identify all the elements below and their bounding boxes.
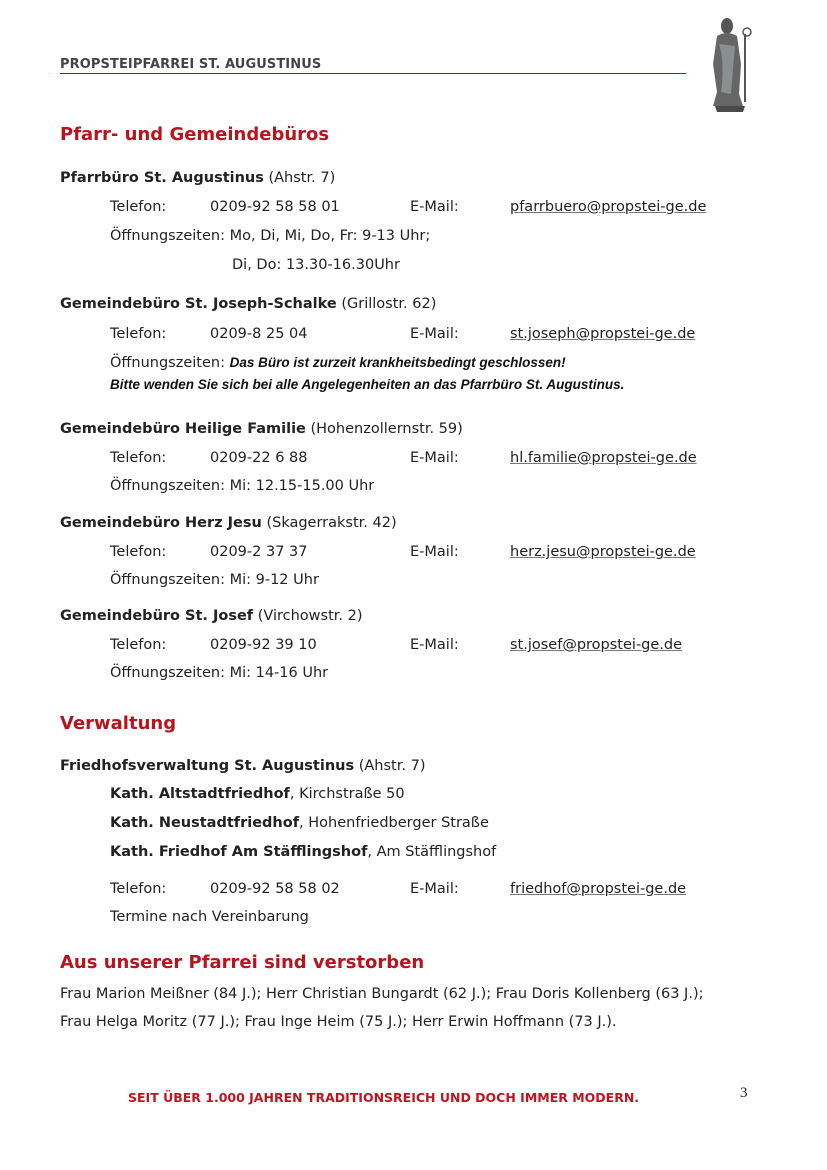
cemetery-item (110, 815, 489, 831)
email-link[interactable]: pfarrbuero@propstei-ge.de (510, 199, 707, 215)
email-link[interactable]: herz.jesu@propstei-ge.de (510, 544, 696, 560)
phone-number: 0209-8 25 04 (210, 326, 308, 342)
cemetery-location: , Kirchstraße 50 (289, 786, 405, 802)
office-name: Gemeindebüro St. Josef (60, 608, 254, 624)
office-title (60, 515, 397, 531)
deceased-list-line: Frau Helga Moritz (77 J.); Frau Inge Heim (75 J.); Herr Erwin Hoffmann (73 J.). (60, 1014, 617, 1030)
office-address: (Ahstr. 7) (268, 170, 336, 186)
email-link[interactable]: hl.familie@propstei-ge.de (510, 450, 697, 466)
hours-label: Öffnungszeiten: (110, 572, 225, 588)
page-number: 3 (740, 1085, 748, 1101)
office-title (60, 296, 436, 312)
hours-value: Mi: 14-16 Uhr (229, 665, 329, 681)
phone-label: Telefon: (110, 637, 167, 653)
hours-value: Mo, Di, Mi, Do, Fr: 9-13 Uhr; (229, 228, 431, 244)
office-address: (Skagerrakstr. 42) (266, 515, 397, 531)
cemetery-name: Kath. Altstadtfriedhof (110, 786, 290, 802)
hours-line (110, 228, 430, 244)
hours-label: Öffnungszeiten: (110, 355, 225, 371)
augustinus-statue-icon (705, 14, 755, 114)
email-label: E-Mail: (410, 544, 459, 560)
email-link[interactable]: friedhof@propstei-ge.de (510, 881, 687, 897)
office-name: Pfarrbüro St. Augustinus (60, 170, 264, 186)
cemetery-item (110, 786, 405, 802)
hours-line (110, 665, 328, 681)
cemetery-name: Kath. Neustadtfriedhof (110, 815, 300, 831)
hours-line (110, 572, 319, 588)
email-label: E-Mail: (410, 637, 459, 653)
phone-label: Telefon: (110, 450, 167, 466)
hours-value-2: Di, Do: 13.30-16.30Uhr (232, 257, 400, 273)
phone-label: Telefon: (110, 199, 167, 215)
hours-label: Öffnungszeiten: (110, 665, 225, 681)
footer-slogan: SEIT ÜBER 1.000 JAHREN TRADITIONSREICH UND DOCH IMMER MODERN. (128, 1090, 640, 1105)
email-label: E-Mail: (410, 881, 459, 897)
office-title (60, 421, 463, 437)
admin-address: (Ahstr. 7) (358, 758, 426, 774)
hours-label: Öffnungszeiten: (110, 228, 225, 244)
email-label: E-Mail: (410, 199, 459, 215)
office-address: (Hohenzollernstr. 59) (310, 421, 463, 437)
closed-notice-2: Bitte wenden Sie sich bei alle Angelegenheiten an das Pfarrbüro St. Augustinus. (110, 377, 625, 392)
phone-number: 0209-22 6 88 (210, 450, 308, 466)
email-label: E-Mail: (410, 326, 459, 342)
phone-label: Telefon: (110, 881, 167, 897)
office-address: (Grillostr. 62) (341, 296, 437, 312)
hours-line (110, 478, 374, 494)
hours-value: Mi: 12.15-15.00 Uhr (229, 478, 375, 494)
hours-line (110, 355, 566, 371)
office-name: Gemeindebüro Heilige Familie (60, 421, 306, 437)
section-heading-offices: Pfarr- und Gemeindebüros (60, 124, 330, 145)
phone-label: Telefon: (110, 544, 167, 560)
phone-number: 0209-92 39 10 (210, 637, 317, 653)
office-address: (Virchowstr. 2) (257, 608, 363, 624)
office-name: Gemeindebüro Herz Jesu (60, 515, 262, 531)
section-heading-administration: Verwaltung (60, 713, 177, 734)
cemetery-location: , Am Stäfflingshof (367, 844, 497, 860)
phone-number: 0209-92 58 58 01 (210, 199, 340, 215)
email-label: E-Mail: (410, 450, 459, 466)
section-heading-deceased: Aus unserer Pfarrei sind verstorben (60, 952, 425, 973)
hours-value: Mi: 9-12 Uhr (229, 572, 319, 588)
appointment-note: Termine nach Vereinbarung (110, 909, 309, 925)
cemetery-item (110, 844, 496, 860)
office-title (60, 608, 363, 624)
office-title (60, 170, 335, 186)
phone-number: 0209-2 37 37 (210, 544, 308, 560)
phone-number: 0209-92 58 58 02 (210, 881, 340, 897)
email-link[interactable]: st.joseph@propstei-ge.de (510, 326, 696, 342)
admin-name: Friedhofsverwaltung St. Augustinus (60, 758, 355, 774)
cemetery-location: , Hohenfriedberger Straße (299, 815, 489, 831)
cemetery-name: Kath. Friedhof Am Stäfflingshof (110, 844, 368, 860)
office-name: Gemeindebüro St. Joseph-Schalke (60, 296, 337, 312)
phone-label: Telefon: (110, 326, 167, 342)
closed-notice: Das Büro ist zurzeit krankheitsbedingt geschlossen! (229, 355, 566, 370)
email-link[interactable]: st.josef@propstei-ge.de (510, 637, 683, 653)
admin-title (60, 758, 425, 774)
running-header: PROPSTEIPFARREI ST. AUGUSTINUS (60, 57, 322, 72)
header-rule (60, 73, 686, 74)
deceased-list-line: Frau Marion Meißner (84 J.); Herr Christian Bungardt (62 J.); Frau Doris Kollenberg (63 J.); (60, 986, 704, 1002)
hours-label: Öffnungszeiten: (110, 478, 225, 494)
